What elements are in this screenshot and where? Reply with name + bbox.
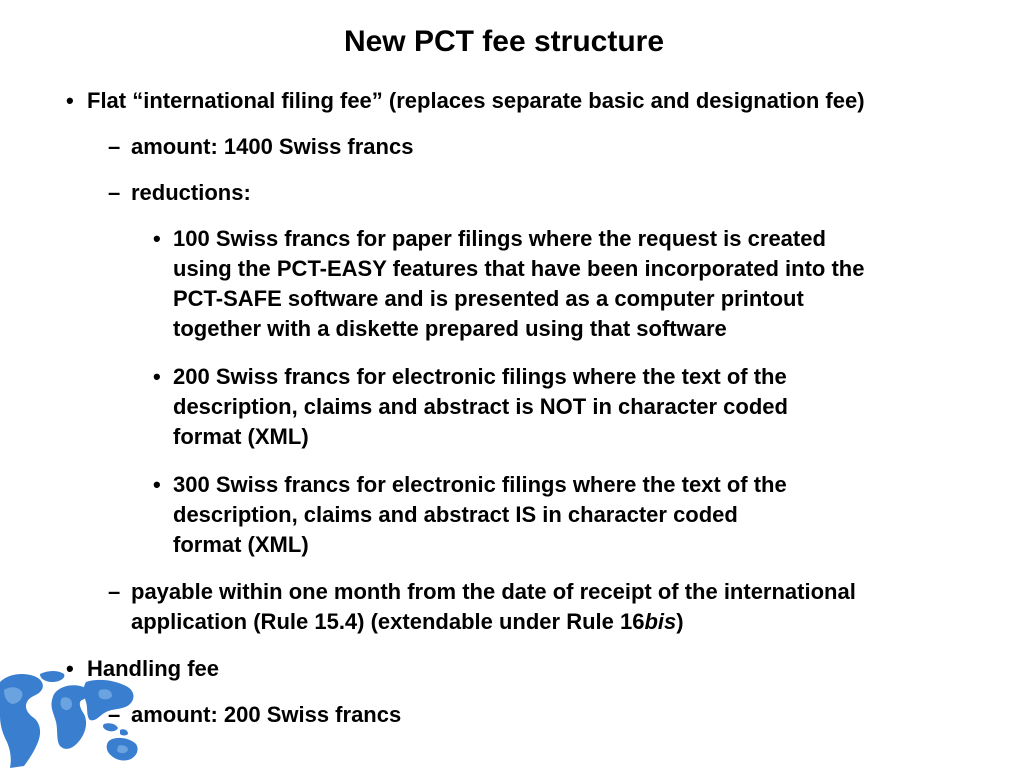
bullet-marker: • [153, 364, 161, 389]
dash-marker: – [108, 134, 121, 159]
payable-text: application (Rule 15.4) (extendable under Rule 16 [131, 609, 645, 634]
reduction-2-line: format (XML) [173, 424, 309, 449]
reduction-3-line: format (XML) [173, 532, 309, 557]
list-item-amount: amount: 1400 Swiss francs [131, 134, 414, 159]
bullet-marker: • [153, 226, 161, 251]
reduction-2-line: description, claims and abstract is NOT in character coded [173, 394, 788, 419]
reduction-1-line: 100 Swiss francs for paper filings where the request is created [173, 226, 826, 251]
bis-italic: bis [644, 609, 677, 634]
list-item-payable-cont [131, 607, 684, 637]
list-item-payable: payable within one month from the date of receipt of the international [131, 579, 856, 604]
slide-title: New PCT fee structure [343, 25, 665, 58]
list-item-handling-amount: amount: 200 Swiss francs [131, 702, 402, 727]
dash-marker: – [108, 579, 121, 604]
list-item-filing-fee: Flat “international filing fee” (replaces separate basic and designation fee) [87, 88, 865, 113]
dash-marker: – [108, 702, 121, 727]
reduction-2-line: 200 Swiss francs for electronic filings where the text of the [173, 364, 787, 389]
reduction-1-line: PCT-SAFE software and is presented as a computer printout [173, 286, 804, 311]
payable-close: ) [676, 609, 684, 634]
reduction-1-line: together with a diskette prepared using that software [173, 316, 727, 341]
list-item-handling-fee: Handling fee [87, 656, 220, 681]
bullet-marker: • [66, 656, 74, 681]
reduction-3-line: description, claims and abstract IS in character coded [173, 502, 738, 527]
bullet-marker: • [153, 472, 161, 497]
bullet-marker: • [66, 88, 74, 113]
reduction-3-line: 300 Swiss francs for electronic filings where the text of the [173, 472, 787, 497]
reduction-1-line: using the PCT-EASY features that have been incorporated into the [173, 256, 865, 281]
dash-marker: – [108, 180, 121, 205]
list-item-reductions: reductions: [131, 180, 251, 205]
